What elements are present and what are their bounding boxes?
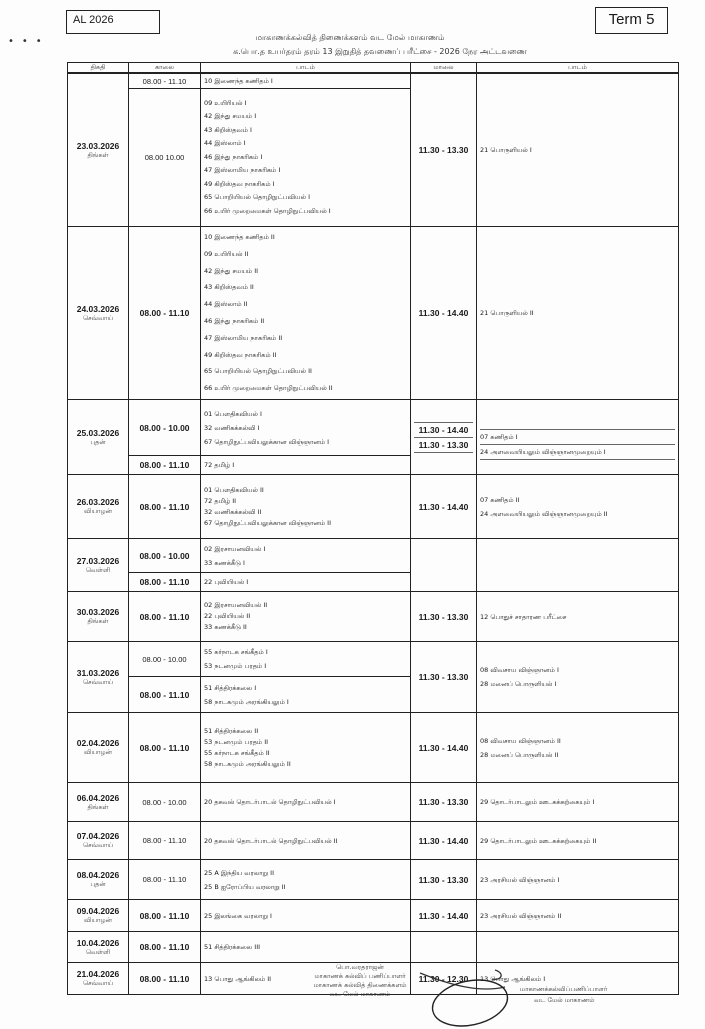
time-cell: 11.30 - 14.40 (411, 475, 477, 539)
subject-cell (477, 642, 679, 713)
table-row (68, 900, 679, 932)
subject-item: 09 உயிரியல் I (204, 98, 247, 107)
subject-item: 13 பொது ஆங்கிலம் I (480, 974, 546, 983)
subject-item: 58 நாடகமும் அரங்கியலும் I (204, 697, 289, 706)
subject-item: 67 தொழிநுட்பவியலுக்கான விஞ்ஞானம் I (204, 437, 330, 446)
subject-cell (477, 900, 679, 932)
exam-date: 06.04.2026 (76, 792, 120, 803)
exam-date: 07.04.2026 (76, 831, 120, 841)
date-cell (68, 73, 129, 227)
date-cell (68, 539, 129, 592)
exam-day: திங்கள் (87, 617, 109, 625)
subject-item: 28 மனைப் பொருளியல் I (480, 680, 557, 688)
time-cell: 08.00 - 11.10 (129, 475, 201, 539)
table-row (68, 592, 679, 642)
exam-date: 30.03.2026 (76, 607, 120, 617)
subject-cell (201, 822, 411, 860)
time-cell: 11.30 - 13.30 (411, 860, 477, 900)
subject-cell (477, 73, 679, 227)
time-cell: 11.30 - 12.30 (411, 963, 477, 995)
time-cell: 11.30 - 14.40 (411, 822, 477, 860)
exam-date: 10.04.2026 (76, 937, 120, 948)
subject-item: 02 இரசாயனவியல் I (204, 544, 266, 553)
subject-item: 66 உயிர் முறைமைகள் தொழிநுட்பவியல் I (204, 206, 331, 215)
scan-dots: ••• (8, 36, 50, 47)
exam-day: செவ்வாய் (82, 841, 114, 849)
official-stamp (260, 963, 460, 999)
subject-item: 43 கிறிஸ்தவம் I (204, 125, 252, 134)
date-cell (68, 860, 129, 900)
subject-item: 23 அரசியல் விஞ்ஞானம் II (480, 911, 562, 920)
subject-item: 01 பௌதிகவியல் II (204, 485, 264, 494)
subject-item: 10 இணைந்த கணிதம் II (204, 233, 275, 242)
subject-cell (201, 642, 411, 677)
table-row (68, 73, 679, 89)
time-cell: 08.00 - 10.00 (129, 400, 201, 456)
exam-date: 24.03.2026 (76, 303, 120, 314)
subject-item: 72 தமிழ் II (204, 496, 237, 505)
subject-item: 02 இரசாயனவியல் II (204, 601, 268, 609)
subject-cell (477, 822, 679, 860)
subject-item: 13 பொது ஆங்கிலம் II (204, 974, 272, 983)
subject-item: 09 உயிரியல் II (204, 249, 249, 258)
subject-item: 51 சித்திரக்கலை I (204, 683, 257, 692)
signatory (520, 984, 650, 1006)
time-cell: 08.00 - 11.10 (129, 227, 201, 400)
date-cell (68, 822, 129, 860)
time-cell: 08.00 - 10.00 (129, 539, 201, 573)
subject-item: 44 இஸ்லாம் I (204, 139, 246, 148)
subject-cell (477, 932, 679, 963)
subject-item: 44 இஸ்லாம் II (204, 300, 248, 309)
subject-cell (477, 227, 679, 400)
date-cell (68, 783, 129, 822)
table-row (68, 539, 679, 573)
subject-item: 65 பொறியியல் தொழிநுட்பவியல் I (204, 193, 310, 202)
level-label: AL 2026 (73, 14, 114, 26)
time-cell: 08.00 - 11.10 (129, 932, 201, 963)
table-row (68, 860, 679, 900)
subject-cell (201, 89, 411, 227)
date-cell (68, 932, 129, 963)
exam-date: 21.04.2026 (76, 969, 120, 979)
signatory-title: மாகாணக்கல்விப்பணிப்பாளர் (520, 985, 608, 993)
subject-item: 29 தொடர்பாடலும் ஊடகக்கற்கையும் II (480, 836, 597, 845)
subject-item: 53 நடனமும் பரதம் II (204, 737, 269, 746)
subject-cell (477, 539, 679, 592)
time-cell (411, 400, 477, 475)
stamp-line: வட மேல் மாகாணம் (329, 990, 391, 998)
subject-cell (201, 783, 411, 822)
subject-item: 33 கணக்கீடு II (204, 623, 247, 631)
time-cell (411, 932, 477, 963)
date-cell (68, 400, 129, 475)
subject-item: 20 தகவல் தொடர்பாடல் தொழிநுட்பவியல் I (204, 798, 336, 806)
subject-cell (201, 73, 411, 89)
date-cell (68, 963, 129, 995)
time-cell: 08.00 10.00 (129, 89, 201, 227)
date-cell (68, 900, 129, 932)
time-cell: 11.30 - 14.40 (411, 227, 477, 400)
subject-item: 66 உயிர் முறைமைகள் தொழிநுட்பவியல் II (204, 384, 333, 393)
time-cell: 08.00 - 11.10 (129, 456, 201, 475)
subject-item: 07 கணிதம் II (480, 495, 520, 504)
subject-item: 21 பொருளியல் II (480, 309, 534, 317)
table-row (68, 227, 679, 400)
subject-item: 08 விவசாய விஞ்ஞானம் I (480, 666, 559, 674)
table-row (68, 642, 679, 677)
time-cell: 08.00 - 11.10 (129, 573, 201, 592)
table-row (68, 475, 679, 539)
exam-date: 27.03.2026 (76, 555, 120, 566)
date-cell (68, 475, 129, 539)
time-cell: 11.30 - 13.30 (411, 73, 477, 227)
level-label-box (66, 10, 160, 34)
subject-item: 23 அரசியல் விஞ்ஞானம் I (480, 875, 560, 884)
document-subtitle: க.பொ.த உயர்தரம் தரம் 13 இறுதித் தவணைப் பரீட்சை - 2026 நேர அட்டவணை (233, 47, 527, 56)
subject-item: 01 பௌதிகவியல் I (204, 409, 262, 418)
subject-cell (477, 860, 679, 900)
col-date: திகதி (68, 63, 129, 74)
stamp-line: பொ.வரதராஜன் (336, 963, 384, 971)
subject-item: 32 வணிகக்கல்வி I (204, 423, 260, 432)
exam-day: வியாழன் (84, 916, 112, 924)
subject-item: 07 கணிதம் I (480, 429, 675, 444)
subject-item: 12 பொதுச் சாதாரண பரீட்சை (480, 612, 567, 621)
exam-day: வியாழன் (84, 507, 112, 515)
exam-date: 26.03.2026 (76, 497, 120, 507)
col-subject-am: பாடம் (201, 63, 411, 74)
subject-item: 47 இஸ்லாமிய நாகரிகம் II (204, 333, 283, 342)
date-cell (68, 592, 129, 642)
exam-day: செவ்வாய் (82, 677, 114, 686)
time-cell: 11.30 - 13.30 (411, 783, 477, 822)
table-row (68, 783, 679, 822)
time-cell: 08.00 - 11.10 (129, 860, 201, 900)
subject-cell (201, 539, 411, 573)
table-row (68, 932, 679, 963)
pm-time: 11.30 - 13.30 (414, 437, 473, 453)
time-cell: 08.00 - 11.10 (129, 963, 201, 995)
exam-day: திங்கள் (87, 150, 109, 159)
subject-cell (201, 713, 411, 783)
subject-item: 43 கிறிஸ்தவம் II (204, 283, 254, 292)
subject-item: 51 சித்திரக்கலை III (204, 943, 261, 951)
subject-item: 46 இந்து நாகரிகம் II (204, 317, 265, 325)
subject-cell (201, 592, 411, 642)
pm-time: 11.30 - 14.40 (414, 422, 473, 437)
subject-item: 29 தொடர்பாடலும் ஊடகக்கற்கையும் I (480, 798, 595, 806)
exam-day: செவ்வாய் (82, 313, 114, 322)
exam-date: 08.04.2026 (76, 870, 120, 880)
subject-item: 51 சித்திரக்கலை II (204, 726, 259, 735)
time-cell: 11.30 - 13.30 (411, 592, 477, 642)
exam-date: 09.04.2026 (76, 906, 120, 916)
exam-day: வெள்ளி (85, 565, 111, 574)
subject-item: 67 தொழிநுட்பவியலுக்கான விஞ்ஞானம் II (204, 518, 331, 527)
subject-item: 53 நடனமும் பரதம் I (204, 662, 267, 670)
subject-item: 24 அளவையியலும் விஞ்ஞானமுறையும் II (480, 509, 608, 518)
exam-day: செவ்வாய் (82, 979, 114, 987)
subject-cell (201, 860, 411, 900)
subject-item: 08 விவசாய விஞ்ஞானம் II (480, 736, 561, 745)
time-cell: 08.00 - 11.10 (129, 822, 201, 860)
time-cell: 08.00 - 11.10 (129, 713, 201, 783)
time-cell: 08.00 - 10.00 (129, 642, 201, 677)
exam-date: 25.03.2026 (76, 427, 120, 438)
subject-item: 24 அளவையியலும் விஞ்ஞானமுறையும் I (480, 444, 675, 460)
subject-cell (201, 456, 411, 475)
exam-date: 02.04.2026 (76, 738, 120, 748)
exam-day: வியாழன் (84, 748, 112, 756)
exam-day: திங்கள் (87, 802, 109, 811)
col-evening: மாலை (411, 63, 477, 74)
document-title: மாகாணக்கல்வித் திணைக்களம் வட மேல் மாகாணம் (255, 33, 445, 42)
exam-day: புதன் (90, 437, 106, 446)
table-header-row (68, 63, 679, 74)
time-cell: 08.00 - 10.00 (129, 783, 201, 822)
col-morning: காலை (129, 63, 201, 74)
term-label: Term 5 (608, 11, 655, 28)
subject-item: 49 கிறிஸ்தவ நாகரிகம் II (204, 350, 277, 359)
subject-item: 22 புவியியல் I (204, 578, 249, 586)
subject-cell (477, 713, 679, 783)
time-cell: 08.00 - 11.10 (129, 73, 201, 89)
exam-day: புதன் (90, 880, 106, 888)
subject-cell (477, 592, 679, 642)
subject-cell (201, 475, 411, 539)
table-row (68, 822, 679, 860)
subject-cell (477, 400, 679, 475)
time-cell (411, 539, 477, 592)
subject-item: 42 இந்து சமயம் II (204, 266, 259, 275)
term-label-box (595, 7, 668, 34)
subject-item: 49 கிறிஸ்தவ நாகரிகம் I (204, 179, 275, 188)
table-row (68, 400, 679, 456)
subject-cell (201, 900, 411, 932)
subject-item: 58 நாடகமும் அரங்கியலும் II (204, 759, 291, 768)
subject-item: 10 இணைந்த கணிதம் I (204, 77, 273, 85)
exam-timetable (67, 62, 679, 995)
subject-item: 72 தமிழ் I (204, 461, 235, 469)
subject-item: 47 இஸ்லாமிய நாகரிகம் I (204, 166, 281, 175)
stamp-line: மாகாணக் கல்விப் பணிப்பாளர் (314, 972, 406, 980)
exam-date: 31.03.2026 (76, 667, 120, 678)
time-cell: 11.30 - 13.30 (411, 642, 477, 713)
subject-item: 22 புவியியல் II (204, 612, 251, 620)
exam-day: வெள்ளி (85, 947, 111, 956)
subject-item: 65 பொறியியல் தொழிநுட்பவியல் II (204, 367, 312, 376)
subject-cell (201, 400, 411, 456)
subject-item: 46 இந்து நாகரிகம் I (204, 152, 263, 161)
subject-item: 25 B ஐரோப்பிய வரலாறு II (204, 882, 286, 891)
subject-item: 20 தகவல் தொடர்பாடல் தொழிநுட்பவியல் II (204, 836, 338, 845)
subject-item: 25 A இந்திய வரலாறு II (204, 868, 275, 877)
time-cell: 11.30 - 14.40 (411, 900, 477, 932)
subject-cell (477, 783, 679, 822)
subject-item: 33 கணக்கீடு I (204, 558, 245, 567)
subject-cell (477, 475, 679, 539)
subject-item: 42 இந்து சமயம் I (204, 112, 257, 121)
time-cell: 08.00 - 11.10 (129, 592, 201, 642)
col-subject-pm: பாடம் (477, 63, 679, 74)
stamp-line: மாகாணக் கல்வித் திணைக்களம் (313, 981, 407, 989)
date-cell (68, 227, 129, 400)
subject-cell (201, 677, 411, 713)
time-cell: 11.30 - 14.40 (411, 713, 477, 783)
subject-item: 55 கர்நாடக சங்கீதம் I (204, 648, 268, 656)
subject-item: 25 இலங்கை வரலாறு I (204, 911, 272, 920)
subject-item: 32 வணிகக்கல்வி II (204, 507, 262, 516)
time-cell: 08.00 - 11.10 (129, 900, 201, 932)
subject-item: 55 கர்நாடக சங்கீதம் II (204, 748, 270, 757)
signatory-province: வட மேல் மாகாணம் (534, 996, 595, 1004)
subject-item: 21 பொருளியல் I (480, 146, 532, 154)
subject-item: 28 மனைப் பொருளியல் II (480, 750, 559, 759)
subject-cell (201, 932, 411, 963)
subject-cell (201, 573, 411, 592)
subject-cell (201, 227, 411, 400)
date-cell (68, 713, 129, 783)
time-cell: 08.00 - 11.10 (129, 677, 201, 713)
table-row (68, 713, 679, 783)
date-cell (68, 642, 129, 713)
exam-date: 23.03.2026 (76, 140, 120, 151)
